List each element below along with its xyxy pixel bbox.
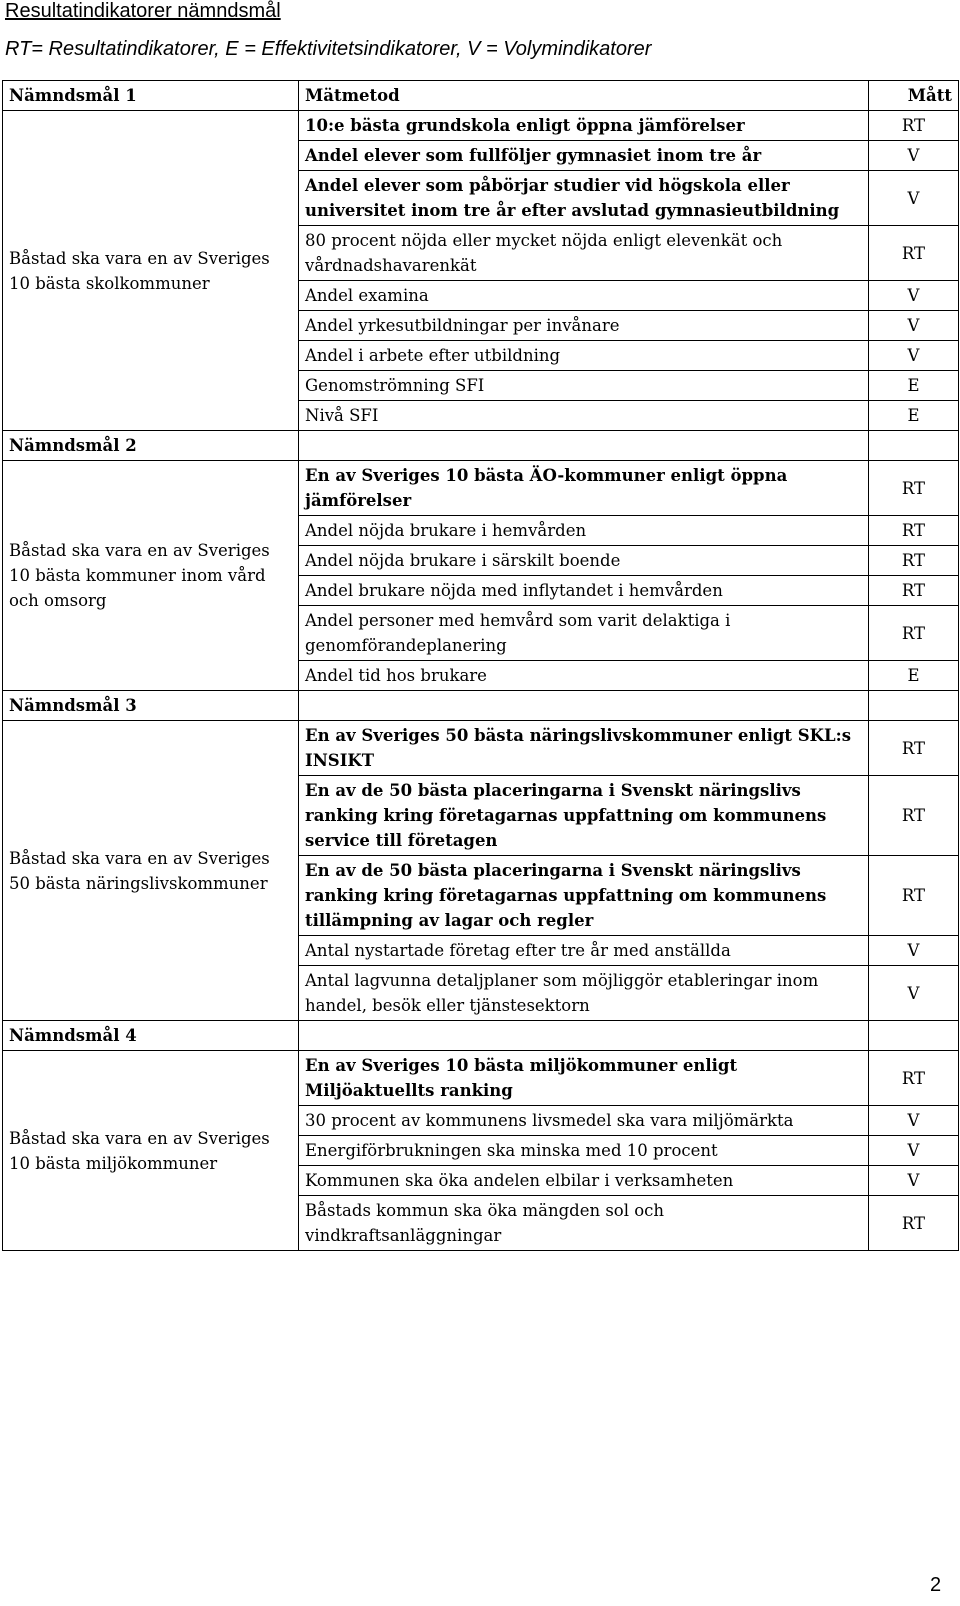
measure-cell: RT (869, 856, 959, 936)
indicator-legend: RT= Resultatindikatorer, E = Effektivitetsindikatorer, V = Volymindikatorer (5, 38, 652, 60)
method-cell: Båstads kommun ska öka mängden sol och vindkraftsanläggningar (299, 1196, 869, 1251)
method-cell: 30 procent av kommunens livsmedel ska vara miljömärkta (299, 1106, 869, 1136)
page-title: Resultatindikatorer nämndsmål (5, 0, 281, 22)
method-cell: En av de 50 bästa placeringarna i Svenskt näringslivs ranking kring företagarnas uppfattning om kommunens service till företagen (299, 776, 869, 856)
goal-heading: Nämndsmål 4 (3, 1021, 299, 1051)
measure-cell: RT (869, 1051, 959, 1106)
method-cell: Genomströmning SFI (299, 371, 869, 401)
measure-cell: V (869, 1136, 959, 1166)
table-row (3, 1051, 959, 1106)
measure-cell: RT (869, 111, 959, 141)
method-cell: Kommunen ska öka andelen elbilar i verksamheten (299, 1166, 869, 1196)
goal-description: Båstad ska vara en av Sveriges 10 bästa kommuner inom vård och omsorg (3, 461, 299, 691)
method-cell: Andel brukare nöjda med inflytandet i hemvården (299, 576, 869, 606)
empty-cell (299, 431, 869, 461)
header-method: Mätmetod (299, 81, 869, 111)
measure-cell: RT (869, 776, 959, 856)
measure-cell: RT (869, 576, 959, 606)
measure-cell: V (869, 171, 959, 226)
method-cell: Andel nöjda brukare i särskilt boende (299, 546, 869, 576)
method-cell: En av de 50 bästa placeringarna i Svenskt näringslivs ranking kring företagarnas uppfattning om kommunens tillämpning av lagar och regler (299, 856, 869, 936)
method-cell: En av Sveriges 10 bästa miljökommuner enligt Miljöaktuellts ranking (299, 1051, 869, 1106)
measure-cell: V (869, 1166, 959, 1196)
table-header-row (3, 81, 959, 111)
measure-cell: E (869, 661, 959, 691)
indicator-table (2, 80, 959, 1251)
measure-cell: RT (869, 546, 959, 576)
header-measure: Mått (869, 81, 959, 111)
table-row (3, 721, 959, 776)
page-number: 2 (930, 1574, 942, 1596)
measure-cell: V (869, 311, 959, 341)
goal-heading: Nämndsmål 2 (3, 431, 299, 461)
empty-cell (869, 691, 959, 721)
table-row (3, 461, 959, 516)
measure-cell: RT (869, 721, 959, 776)
method-cell: 10:e bästa grundskola enligt öppna jämförelser (299, 111, 869, 141)
measure-cell: E (869, 371, 959, 401)
measure-cell: V (869, 966, 959, 1021)
method-cell: Antal nystartade företag efter tre år med anställda (299, 936, 869, 966)
goal-heading-row (3, 431, 959, 461)
goal-heading-row (3, 1021, 959, 1051)
measure-cell: V (869, 1106, 959, 1136)
measure-cell: RT (869, 606, 959, 661)
measure-cell: V (869, 141, 959, 171)
method-cell: Andel tid hos brukare (299, 661, 869, 691)
goal-description: Båstad ska vara en av Sveriges 50 bästa näringslivskommuner (3, 721, 299, 1021)
method-cell: Energiförbrukningen ska minska med 10 procent (299, 1136, 869, 1166)
measure-cell: RT (869, 226, 959, 281)
header-goal: Nämndsmål 1 (3, 81, 299, 111)
goal-heading-row (3, 691, 959, 721)
measure-cell: RT (869, 1196, 959, 1251)
measure-cell: V (869, 341, 959, 371)
method-cell: En av Sveriges 10 bästa ÄO-kommuner enligt öppna jämförelser (299, 461, 869, 516)
empty-cell (869, 1021, 959, 1051)
method-cell: Andel i arbete efter utbildning (299, 341, 869, 371)
measure-cell: E (869, 401, 959, 431)
empty-cell (299, 1021, 869, 1051)
measure-cell: V (869, 936, 959, 966)
method-cell: Andel elever som fullföljer gymnasiet inom tre år (299, 141, 869, 171)
method-cell: 80 procent nöjda eller mycket nöjda enligt elevenkät och vårdnadshavarenkät (299, 226, 869, 281)
goal-description: Båstad ska vara en av Sveriges 10 bästa skolkommuner (3, 111, 299, 431)
table-row (3, 111, 959, 141)
method-cell: Antal lagvunna detaljplaner som möjliggör etableringar inom handel, besök eller tjänstesektorn (299, 966, 869, 1021)
empty-cell (869, 431, 959, 461)
method-cell: En av Sveriges 50 bästa näringslivskommuner enligt SKL:s INSIKT (299, 721, 869, 776)
method-cell: Nivå SFI (299, 401, 869, 431)
goal-heading: Nämndsmål 3 (3, 691, 299, 721)
measure-cell: V (869, 281, 959, 311)
method-cell: Andel examina (299, 281, 869, 311)
goal-description: Båstad ska vara en av Sveriges 10 bästa miljökommuner (3, 1051, 299, 1251)
method-cell: Andel personer med hemvård som varit delaktiga i genomförandeplanering (299, 606, 869, 661)
method-cell: Andel yrkesutbildningar per invånare (299, 311, 869, 341)
measure-cell: RT (869, 461, 959, 516)
empty-cell (299, 691, 869, 721)
measure-cell: RT (869, 516, 959, 546)
method-cell: Andel nöjda brukare i hemvården (299, 516, 869, 546)
method-cell: Andel elever som påbörjar studier vid högskola eller universitet inom tre år efter avslutad gymnasieutbildning (299, 171, 869, 226)
